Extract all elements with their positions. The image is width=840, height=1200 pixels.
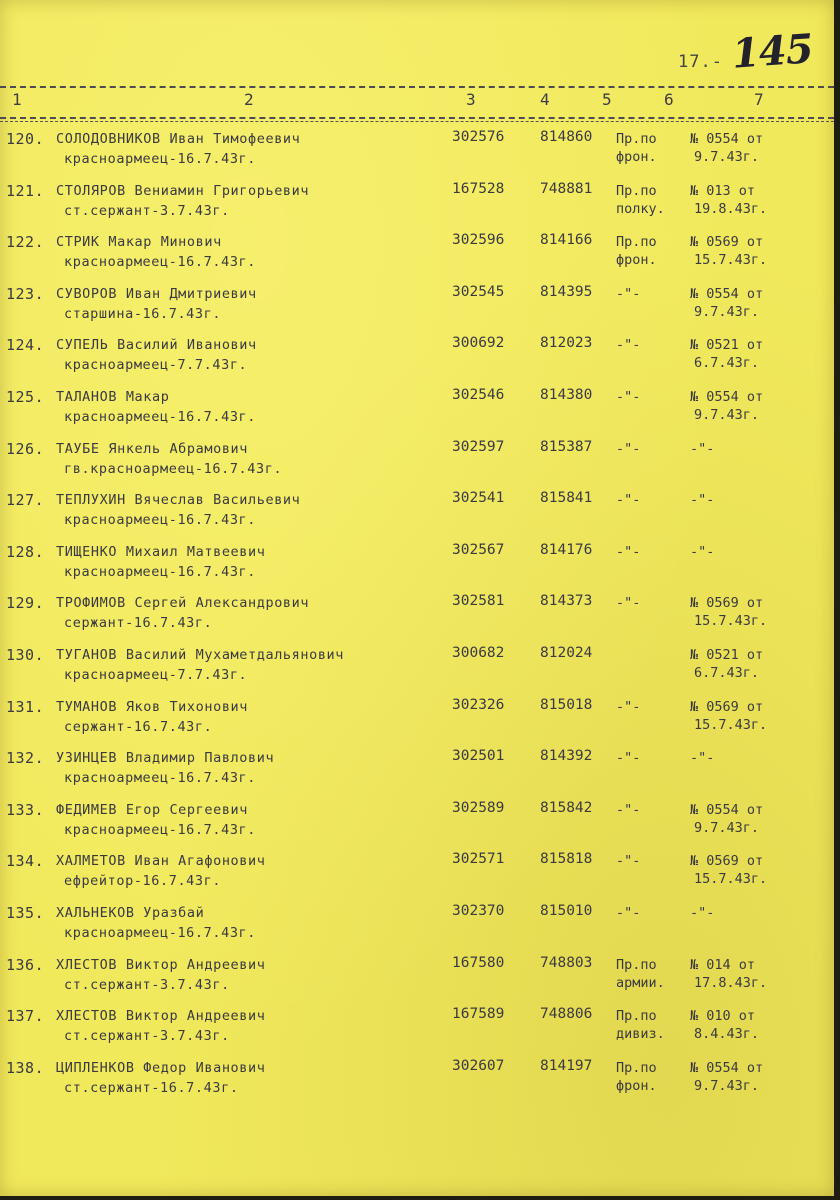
- record-column-4: 815841: [540, 490, 593, 507]
- record-column-3: 302597: [452, 438, 505, 455]
- record-name: СТРИК Макар Минович: [56, 234, 222, 251]
- record-order-level: армии.: [616, 974, 665, 991]
- record-order-type: -"-: [616, 853, 641, 870]
- record-order-number: -"-: [690, 440, 715, 457]
- list-item: [0, 1003, 834, 1051]
- record-order-number: № 014 от: [690, 956, 756, 973]
- record-order-number: № 0554 от: [690, 1059, 764, 1076]
- record-rank-date: ст.сержант-3.7.43г.: [64, 976, 230, 993]
- record-rank-date: красноармеец-7.7.43г.: [64, 667, 248, 683]
- record-column-4: 814373: [540, 593, 593, 610]
- record-order-level: полку.: [616, 200, 665, 217]
- column-header-4: 4: [540, 90, 550, 109]
- column-header-3: 3: [466, 90, 476, 109]
- record-rank-date: сержант-16.7.43г.: [64, 718, 213, 735]
- record-order-type: -"-: [616, 389, 641, 405]
- list-item: [0, 797, 834, 845]
- column-headers: [0, 88, 834, 112]
- record-column-3: 302589: [452, 799, 505, 816]
- record-column-3: 302326: [452, 696, 505, 713]
- record-order-date: 17.8.43г.: [694, 974, 768, 991]
- record-name: ТУМАНОВ Яков Тихонович: [56, 698, 249, 715]
- record-name: ТРОФИМОВ Сергей Александрович: [56, 595, 310, 612]
- record-name: ХЛЕСТОВ Виктор Андреевич: [56, 956, 266, 973]
- record-order-level: фрон.: [616, 252, 657, 269]
- column-header-2: 2: [244, 90, 254, 109]
- record-order-type: Пр.по: [616, 182, 657, 199]
- list-item: [0, 332, 834, 380]
- record-column-4: 815018: [540, 696, 593, 713]
- record-order-number: № 013 от: [690, 182, 756, 199]
- record-rank-date: красноармеец-16.7.43г.: [64, 409, 257, 425]
- record-name: ТЕПЛУХИН Вячеслав Васильевич: [56, 492, 301, 509]
- record-column-4: 815010: [540, 903, 593, 919]
- record-order-number: № 0521 от: [690, 647, 764, 663]
- record-order-date: 9.7.43г.: [694, 1077, 760, 1094]
- record-column-4: 814197: [540, 1057, 593, 1074]
- record-order-number: № 010 от: [690, 1008, 756, 1025]
- record-column-4: 814860: [540, 129, 593, 145]
- list-item: [0, 694, 834, 742]
- record-column-4: 815818: [540, 851, 593, 868]
- list-item: [0, 900, 834, 948]
- record-order-type: -"-: [616, 750, 641, 767]
- list-item: [0, 848, 834, 896]
- record-order-number: № 0554 от: [690, 801, 764, 818]
- record-number: 121.: [6, 181, 45, 200]
- record-number: 128.: [6, 542, 45, 561]
- record-column-3: 302607: [452, 1057, 505, 1074]
- record-rank-date: красноармеец-16.7.43г.: [64, 254, 257, 271]
- record-order-type: -"-: [616, 905, 641, 921]
- record-order-type: -"-: [616, 543, 641, 560]
- header-rule-bottom-2: [0, 121, 834, 122]
- record-number: 124.: [6, 336, 45, 355]
- record-order-type: -"-: [616, 698, 641, 715]
- record-rank-date: красноармеец-16.7.43г.: [64, 821, 257, 838]
- record-rank-date: ст.сержант-3.7.43г.: [64, 202, 230, 219]
- record-column-4: 815842: [540, 799, 593, 816]
- record-order-date: 9.7.43г.: [694, 407, 760, 423]
- record-rank-date: красноармеец-16.7.43г.: [64, 925, 257, 941]
- list-item: [0, 487, 834, 535]
- list-item: [0, 126, 834, 174]
- record-order-date: 15.7.43г.: [694, 716, 768, 733]
- record-order-number: № 0521 от: [690, 337, 764, 354]
- record-name: СТОЛЯРОВ Вениамин Григорьевич: [56, 182, 310, 199]
- record-column-3: 302501: [452, 748, 505, 765]
- record-order-date: 8.4.43г.: [694, 1026, 760, 1043]
- list-item: [0, 436, 834, 484]
- record-order-type: Пр.по: [616, 1059, 657, 1076]
- record-number: 122.: [6, 233, 45, 252]
- record-order-number: № 0554 от: [690, 131, 764, 147]
- record-number: 127.: [6, 491, 45, 510]
- record-order-date: 6.7.43г.: [694, 665, 760, 681]
- record-name: ХАЛЬНЕКОВ Уразбай: [56, 905, 205, 921]
- record-order-number: -"-: [690, 750, 715, 767]
- record-name: УЗИНЦЕВ Владимир Павлович: [56, 750, 275, 767]
- record-number: 132.: [6, 749, 45, 768]
- list-item: [0, 642, 834, 690]
- list-item: [0, 952, 834, 1000]
- record-order-level: фрон.: [616, 1077, 657, 1094]
- record-column-4: 815387: [540, 438, 593, 455]
- record-order-number: № 0554 от: [690, 389, 764, 405]
- record-order-date: 6.7.43г.: [694, 355, 760, 372]
- record-order-date: 15.7.43г.: [694, 613, 768, 630]
- record-rank-date: красноармеец-7.7.43г.: [64, 357, 248, 374]
- record-number: 126.: [6, 439, 45, 458]
- handwritten-page-number: 145: [730, 25, 815, 78]
- record-number: 135.: [6, 904, 45, 922]
- record-rank-date: старшина-16.7.43г.: [64, 305, 222, 322]
- list-item: [0, 384, 834, 432]
- record-order-date: 9.7.43г.: [694, 303, 760, 320]
- record-order-number: -"-: [690, 492, 715, 509]
- record-column-3: 302370: [452, 903, 505, 919]
- record-column-3: 302546: [452, 387, 505, 403]
- record-rank-date: красноармеец-16.7.43г.: [64, 512, 257, 529]
- record-rank-date: красноармеец-16.7.43г.: [64, 770, 257, 787]
- record-rank-date: красноармеец-16.7.43г.: [64, 563, 257, 580]
- record-order-level: фрон.: [616, 149, 657, 165]
- page-number: 17.-: [678, 52, 723, 72]
- list-item: [0, 539, 834, 587]
- list-item: [0, 745, 834, 793]
- record-order-date: 9.7.43г.: [694, 819, 760, 836]
- record-column-3: 302571: [452, 851, 505, 868]
- record-number: 138.: [6, 1058, 45, 1077]
- record-name: СОЛОДОВНИКОВ Иван Тимофеевич: [56, 131, 301, 147]
- record-order-number: -"-: [690, 543, 715, 560]
- record-order-date: 15.7.43г.: [694, 252, 768, 269]
- record-column-4: 748803: [540, 954, 593, 971]
- record-column-4: 814380: [540, 387, 593, 403]
- record-order-type: Пр.по: [616, 956, 657, 973]
- record-column-4: 812024: [540, 645, 593, 661]
- record-column-4: 748881: [540, 180, 593, 197]
- record-order-level: дивиз.: [616, 1026, 665, 1043]
- record-number: 133.: [6, 800, 45, 819]
- record-column-4: 814176: [540, 541, 593, 558]
- record-order-number: № 0569 от: [690, 853, 764, 870]
- record-order-type: -"-: [616, 285, 641, 302]
- record-rank-date: ст.сержант-3.7.43г.: [64, 1028, 230, 1045]
- record-column-4: 814392: [540, 748, 593, 765]
- record-order-type: -"-: [616, 595, 641, 612]
- record-number: 125.: [6, 388, 45, 406]
- record-column-3: 302545: [452, 283, 505, 300]
- record-number: 130.: [6, 646, 45, 664]
- record-number: 134.: [6, 852, 45, 871]
- record-name: СУВОРОВ Иван Дмитриевич: [56, 285, 257, 302]
- record-order-number: № 0569 от: [690, 595, 764, 612]
- record-order-type: Пр.по: [616, 234, 657, 251]
- list-item: [0, 590, 834, 638]
- record-name: ХЛЕСТОВ Виктор Андреевич: [56, 1008, 266, 1025]
- record-order-number: № 0569 от: [690, 698, 764, 715]
- record-column-4: 814395: [540, 283, 593, 300]
- record-column-3: 302596: [452, 232, 505, 249]
- record-order-type: -"-: [616, 440, 641, 457]
- record-number: 120.: [6, 130, 45, 148]
- record-column-3: 300692: [452, 335, 505, 352]
- record-name: ТИЩЕНКО Михаил Матвеевич: [56, 543, 266, 560]
- record-rank-date: сержант-16.7.43г.: [64, 615, 213, 632]
- record-rank-date: гв.красноармеец-16.7.43г.: [64, 460, 283, 477]
- record-order-number: -"-: [690, 905, 715, 921]
- record-number: 136.: [6, 955, 45, 974]
- list-item: [0, 1055, 834, 1103]
- list-item: [0, 178, 834, 226]
- column-header-1: 1: [12, 90, 22, 109]
- record-column-3: 302541: [452, 490, 505, 507]
- record-column-3: 167528: [452, 180, 505, 197]
- record-name: ФЕДИМЕВ Егор Сергеевич: [56, 801, 249, 818]
- record-rank-date: красноармеец-16.7.43г.: [64, 151, 257, 167]
- record-order-type: -"-: [616, 801, 641, 818]
- record-column-3: 300682: [452, 645, 505, 661]
- record-order-date: 19.8.43г.: [694, 200, 768, 217]
- record-name: ЦИПЛЕНКОВ Федор Иванович: [56, 1059, 266, 1076]
- record-column-4: 812023: [540, 335, 593, 352]
- record-rank-date: ефрейтор-16.7.43г.: [64, 873, 222, 890]
- record-order-type: -"-: [616, 337, 641, 354]
- record-order-type: Пр.по: [616, 131, 657, 147]
- record-rank-date: ст.сержант-16.7.43г.: [64, 1079, 239, 1096]
- record-number: 123.: [6, 284, 45, 303]
- record-column-3: 302581: [452, 593, 505, 610]
- record-order-type: Пр.по: [616, 1008, 657, 1025]
- record-name: ТАЛАНОВ Макар: [56, 389, 170, 405]
- header-rule-bottom: [0, 117, 834, 119]
- record-name: ХАЛМЕТОВ Иван Агафонович: [56, 853, 266, 870]
- record-column-4: 814166: [540, 232, 593, 249]
- record-order-date: 9.7.43г.: [694, 149, 760, 165]
- record-column-4: 748806: [540, 1006, 593, 1023]
- list-item: [0, 229, 834, 277]
- record-name: СУПЕЛЬ Василий Иванович: [56, 337, 257, 354]
- record-order-number: № 0554 от: [690, 285, 764, 302]
- record-column-3: 302576: [452, 129, 505, 145]
- record-name: ТАУБЕ Янкель Абрамович: [56, 440, 249, 457]
- record-number: 129.: [6, 594, 45, 613]
- list-item: [0, 281, 834, 329]
- record-name: ТУГАНОВ Василий Мухаметдальянович: [56, 647, 345, 663]
- record-column-3: 167580: [452, 954, 505, 971]
- column-header-7: 7: [754, 90, 764, 109]
- column-header-5: 5: [602, 90, 612, 109]
- column-header-6: 6: [664, 90, 674, 109]
- record-column-3: 302567: [452, 541, 505, 558]
- record-order-type: -"-: [616, 492, 641, 509]
- record-order-number: № 0569 от: [690, 234, 764, 251]
- record-column-3: 167589: [452, 1006, 505, 1023]
- record-order-date: 15.7.43г.: [694, 871, 768, 888]
- record-number: 131.: [6, 697, 45, 716]
- record-number: 137.: [6, 1007, 45, 1026]
